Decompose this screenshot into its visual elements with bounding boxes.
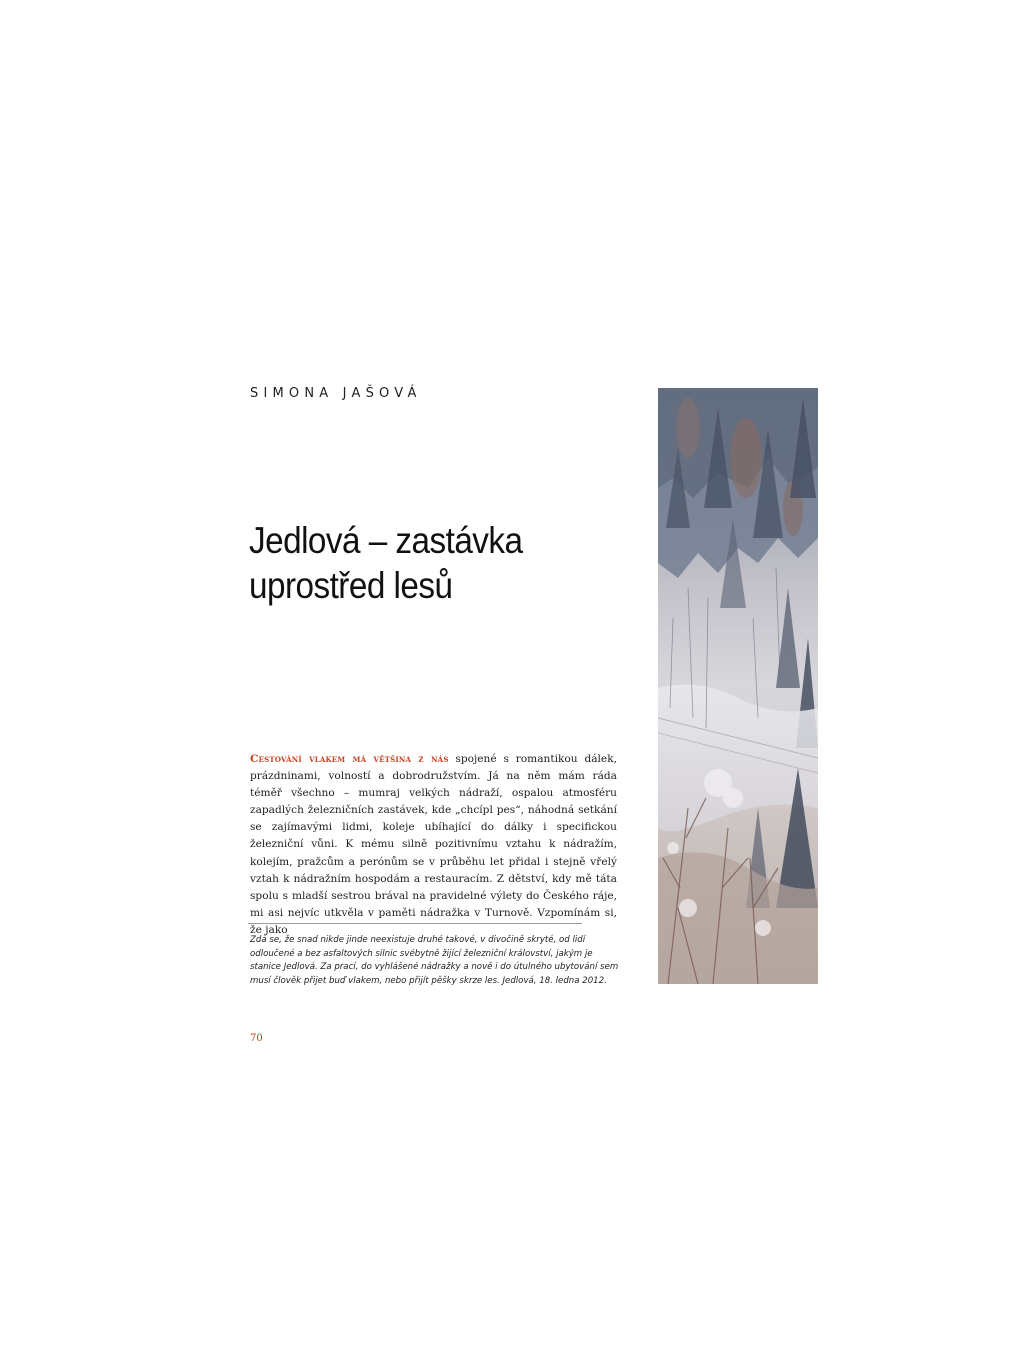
lead-in: Cestování vlakem má většina z nás	[250, 753, 449, 765]
author-name: SIMONA JAŠOVÁ	[250, 386, 422, 401]
forest-photo	[658, 388, 818, 984]
body-paragraph: spojené s romantikou dálek, prázdninami, volností a dobrodružstvím. Já na něm mám ráda téměř všechno – mumraj velkých nádraží, ospalou atmosféru zapadlých železničních zastávek, kde „chcípl pes“, náhodná setkání se zajímavými lidmi, koleje ubíhající do dálky i specifickou železniční vůni. K mému silně pozitivnímu vztahu k nádražím, kolejím, pražcům a perónům se v průběhu let přidal i stejně vřelý vztah k nádražním hospodám a restauracím. Z dětství, kdy mě táta spolu s mladší sestrou brával na pravidelné výlety do Českého ráje, mi asi nejvíc utkvěla v paměti nádražka v Turnově. Vzpomínám si, že jako	[250, 753, 617, 936]
title-line-2: uprostřed lesů	[249, 565, 453, 606]
photo-caption: Zdá se, že snad nikde jinde neexistuje druhé takové, v divočině skryté, od lidí odloučené a bez asfaltových silnic svébytně žijící železniční království, jakým je stanice Jedlová. Za prací, do vyhlášené nádražky a nově i do útulného ubytování sem musí člověk přijet buď vlakem, nebo přijít pěšky skrze les. Jedlová, 18. ledna 2012.	[250, 935, 619, 986]
title-line-1: Jedlová – zastávka	[249, 520, 523, 561]
page-number: 70	[250, 1033, 263, 1044]
article-title	[249, 518, 591, 608]
caption-divider	[248, 923, 582, 924]
article-body	[250, 751, 617, 939]
